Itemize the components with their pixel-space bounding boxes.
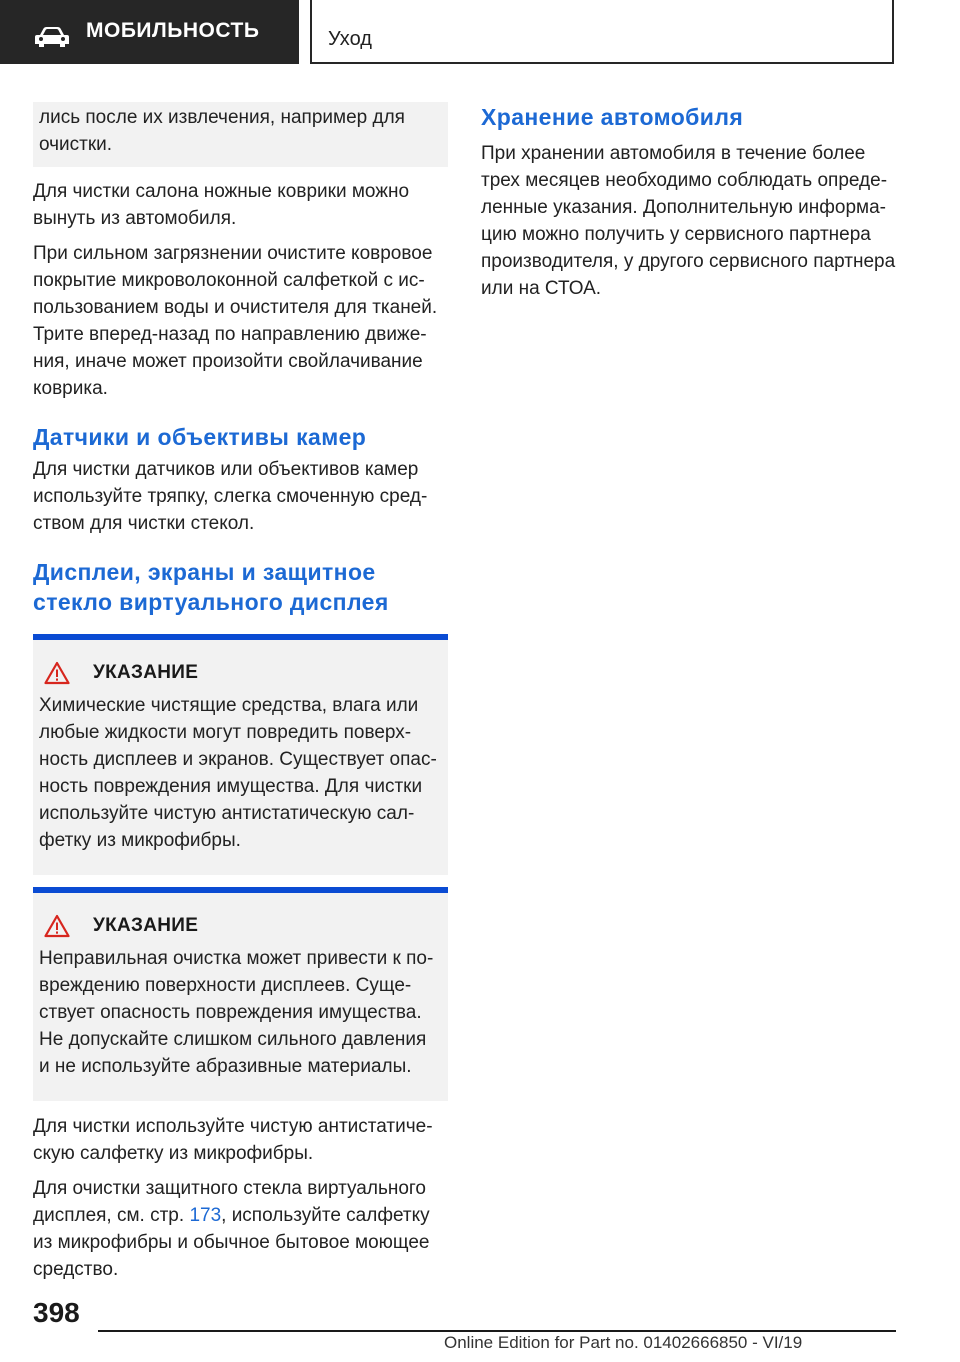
left-column	[33, 102, 448, 1291]
edition-text: Online Edition for Part no. 01402666850 - VI/19	[444, 1333, 803, 1352]
page-number: 398	[33, 1297, 80, 1328]
notice-title: УКАЗАНИЕ	[93, 662, 199, 683]
warning-triangle-icon	[44, 914, 70, 938]
subsection-box	[310, 0, 894, 64]
paragraph: При хранении автомобиля в течение более трех месяцев необходимо соблюдать определенные указания. Дополнительную информацию можно получить у сервисного партнера производителя, у другого сервисного партнера или на СТОА.	[481, 143, 896, 299]
continued-text: лись после их извлечения, например для очистки.	[39, 107, 405, 155]
section-heading: Хранение автомобиля	[481, 104, 744, 130]
paragraph: При сильном загрязнении очистите ковровое покрытие микроволоконной салфеткой с использованием воды и очистителя для тканей. Трите вперед-назад по направлению движения, иначе может произойти свойлачивание коврика.	[33, 243, 438, 399]
car-icon	[34, 26, 70, 48]
notice-header	[39, 660, 438, 686]
notice-text: Неправильная очистка может привести к повреждению поверхности дисплеев. Существует опасность повреждения имущества. Не допускайте слишком сильного давления и не используйте абразивные материалы.	[39, 948, 434, 1077]
section-heading: Дисплеи, экраны и защитное стекло виртуального дисплея	[33, 559, 389, 615]
notice-text: Химические чистящие средства, влага или любые жидкости могут повредить поверхность дисплеев и экранов. Существует опасность повреждения имущества. Для чистки используйте чистую антистатическую салфетку из микрофибры.	[39, 695, 437, 851]
header-section-tab	[0, 0, 299, 64]
paragraph: Для чистки салона ножные коврики можно вынуть из автомобиля.	[33, 181, 410, 229]
right-column	[481, 102, 901, 310]
warning-triangle-icon	[44, 661, 70, 685]
continued-box	[33, 102, 448, 167]
notice-box	[33, 887, 448, 1101]
paragraph: Для чистки используйте чистую антистатическую салфетку из микрофибры.	[33, 1116, 433, 1164]
section-title: МОБИЛЬНОСТЬ	[86, 19, 260, 42]
subsection-title: Уход	[328, 28, 372, 50]
page-reference-link[interactable]: 173	[189, 1205, 222, 1226]
paragraph	[33, 1175, 448, 1283]
notice-header	[39, 913, 438, 939]
section-heading: Датчики и объективы камер	[33, 424, 367, 450]
paragraph: Для чистки датчиков или объективов камер используйте тряпку, слегка смоченную средством для чистки стекол.	[33, 459, 428, 534]
paragraph-text: , используйте салфетку из микрофибры и обычное бытовое моющее средство.	[33, 1205, 430, 1280]
paragraph-text: Для очистки защитного стекла виртуального дисплея, см. стр.	[33, 1178, 426, 1226]
notice-title: УКАЗАНИЕ	[93, 915, 199, 936]
notice-box	[33, 634, 448, 875]
